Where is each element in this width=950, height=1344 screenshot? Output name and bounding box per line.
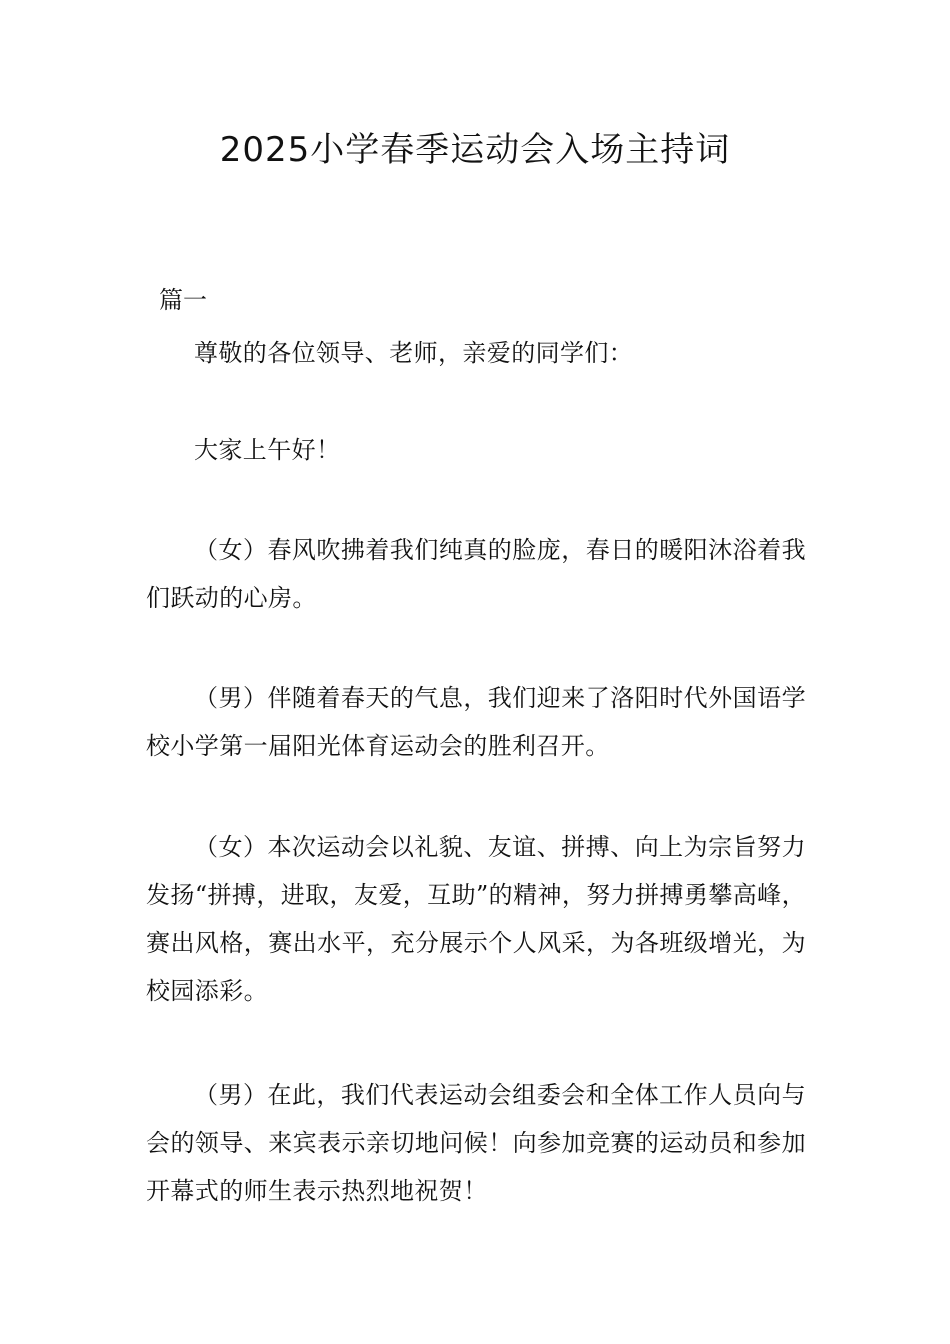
paragraph-hello: 大家上午好！ [194,436,341,464]
section-label: 篇一 [159,286,207,314]
paragraph-greeting: 尊敬的各位领导、老师，亲爱的同学们： [194,339,634,367]
paragraph-male-2: （男）在此，我们代表运动会组委会和全体工作人员向与会的领导、来宾表示亲切地问候！向参加竞赛的运动员和参加开幕式的师生表示热烈地祝贺！ [146,1081,806,1205]
paragraph-female-1: （女）春风吹拂着我们纯真的脸庞，春日的暖阳沐浴着我们跃动的心房。 [146,536,806,612]
paragraph-male-1: （男）伴随着春天的气息，我们迎来了洛阳时代外国语学校小学第一届阳光体育运动会的胜利召开。 [146,684,806,760]
document-title: 2025小学春季运动会入场主持词 [219,130,731,170]
paragraph-female-2: （女）本次运动会以礼貌、友谊、拼搏、向上为宗旨努力发扬“拼搏，进取，友爱，互助”的精神，努力拼搏勇攀高峰，赛出风格，赛出水平，充分展示个人风采，为各班级增光，为校园添彩。 [146,833,806,1005]
